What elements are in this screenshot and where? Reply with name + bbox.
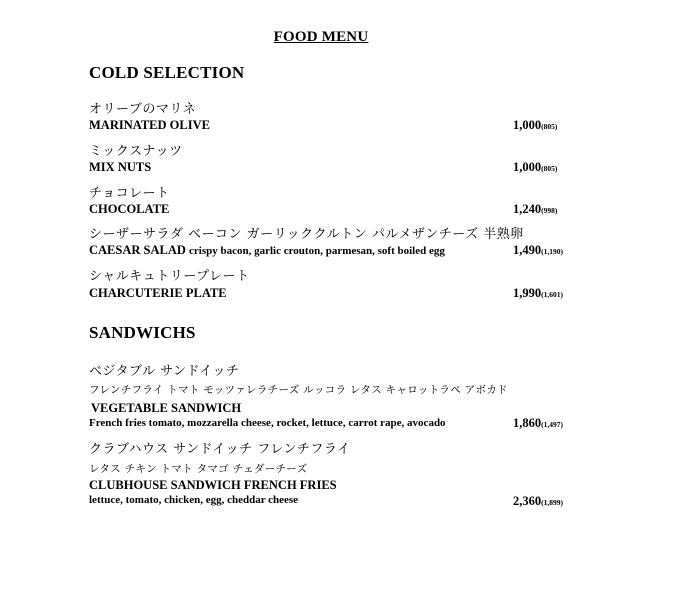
price-tax-excluded: (998) (541, 206, 558, 215)
price-value: 1,990 (513, 286, 542, 300)
item-name: CHOCOLATE (89, 202, 170, 216)
price-value: 1,490 (513, 243, 542, 257)
item-jp-name: シャルキュトリープレート (89, 269, 250, 284)
item-name: MARINATED OLIVE (89, 118, 210, 132)
item-price (513, 416, 563, 431)
price-value: 1,860 (513, 416, 542, 430)
section-heading-sandwich: SANDWICHS (89, 323, 196, 342)
item-description: lettuce, tomato, chicken, egg, cheddar cheese (89, 494, 299, 506)
item-name: MIX NUTS (89, 160, 152, 174)
item-description: crispy bacon, garlic crouton, parmesan, soft boiled egg (189, 245, 445, 257)
menu-title: FOOD MENU (273, 29, 369, 45)
section-heading-cold: COLD SELECTION (89, 63, 245, 82)
price-tax-excluded: (1,190) (541, 247, 563, 256)
item-jp-name: ミックスナッツ (89, 144, 183, 159)
item-name: VEGETABLE SANDWICH (91, 401, 242, 415)
price-tax-excluded: (1,899) (541, 498, 563, 507)
item-price (513, 118, 557, 133)
item-name-with-desc (89, 243, 445, 258)
price-value: 2,360 (513, 494, 542, 508)
item-name: CAESAR SALAD (89, 243, 186, 257)
item-price (513, 494, 563, 509)
item-jp-name: ベジタブル サンドイッチ (89, 364, 240, 379)
item-price (513, 202, 557, 217)
item-price (513, 286, 563, 301)
item-name: CHARCUTERIE PLATE (89, 286, 227, 300)
item-description: French fries tomato, mozzarella cheese, rocket, lettuce, carrot rape, avocado (89, 417, 446, 429)
price-value: 1,000 (513, 160, 542, 174)
item-jp-name: シーザーサラダ ベーコン ガーリッククルトン パルメザンチーズ 半熟卵 (89, 227, 524, 242)
price-tax-excluded: (805) (541, 164, 558, 173)
item-jp-name: オリーブのマリネ (89, 102, 197, 117)
item-jp-name: チョコレート (89, 186, 170, 201)
price-tax-excluded: (805) (541, 122, 558, 131)
item-jp-ingredients: フレンチフライ トマト モッツァレラチーズ ルッコラ レタス キャロットラペ アボカド (89, 384, 508, 396)
item-price (513, 243, 563, 258)
item-name: CLUBHOUSE SANDWICH FRENCH FRIES (89, 478, 337, 492)
price-tax-excluded: (1,601) (541, 290, 563, 299)
item-jp-ingredients: レタス チキン トマト タマゴ チェダーチーズ (89, 463, 308, 475)
price-value: 1,000 (513, 118, 542, 132)
price-tax-excluded: (1,497) (541, 420, 563, 429)
item-price (513, 160, 557, 175)
item-jp-name: クラブハウス サンドイッチ フレンチフライ (89, 442, 351, 457)
price-value: 1,240 (513, 202, 542, 216)
